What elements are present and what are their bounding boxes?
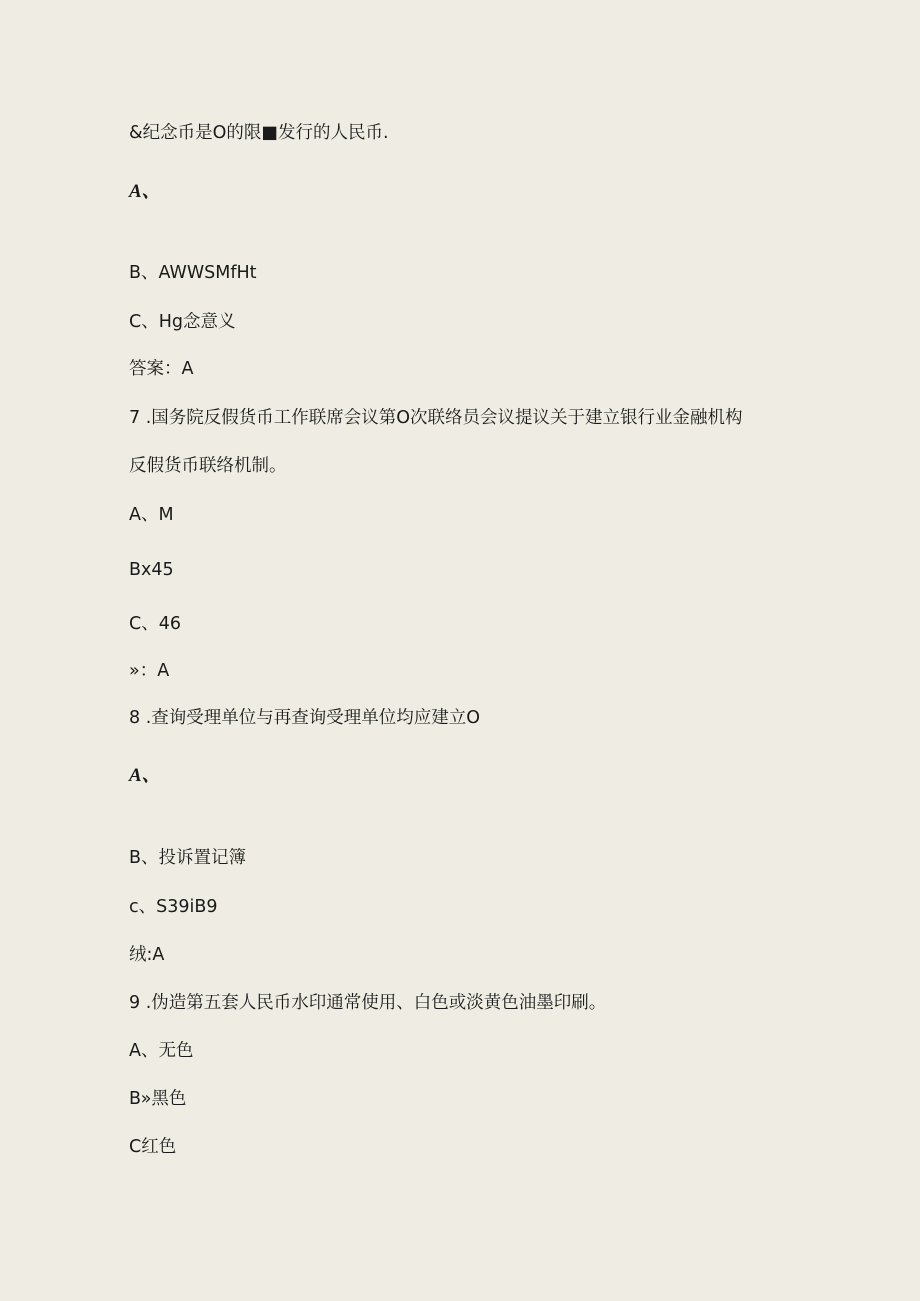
question-9-option-b: B»黑色: [129, 1089, 187, 1109]
question-8-option-b: B、投诉置记簿: [129, 848, 247, 868]
question-8-option-a: A、: [129, 765, 161, 786]
question-6-stem: &纪念币是O的限■发行的人民币.: [129, 123, 389, 143]
question-7-option-c: C、46: [129, 614, 181, 634]
question-6-option-c: C、Hg念意义: [129, 312, 236, 332]
question-8-option-c: c、S39iB9: [129, 897, 218, 917]
question-8-stem: 8 .查询受理单位与再查询受理单位均应建立O: [129, 708, 481, 728]
question-7-option-b: Bx45: [129, 560, 174, 580]
question-9-option-a: A、无色: [129, 1041, 194, 1061]
question-7-stem: 7 .国务院反假货币工作联席会议第O次联络员会议提议关于建立银行业金融机构: [129, 408, 743, 428]
question-9-option-c: C红色: [129, 1137, 177, 1157]
question-6-option-b: B、AWWSMfHt: [129, 263, 257, 283]
question-6-option-a: A、: [129, 181, 161, 202]
question-7-option-a: A、M: [129, 505, 174, 525]
question-9-stem: 9 .伪造第五套人民币水印通常使用、白色或淡黄色油墨印刷。: [129, 993, 607, 1013]
question-6-answer: 答案：A: [129, 359, 194, 379]
question-7-stem-continued: 反假货币联络机制。: [129, 456, 287, 476]
question-8-answer: 绒:A: [129, 945, 165, 965]
question-7-answer: »：A: [129, 661, 170, 681]
